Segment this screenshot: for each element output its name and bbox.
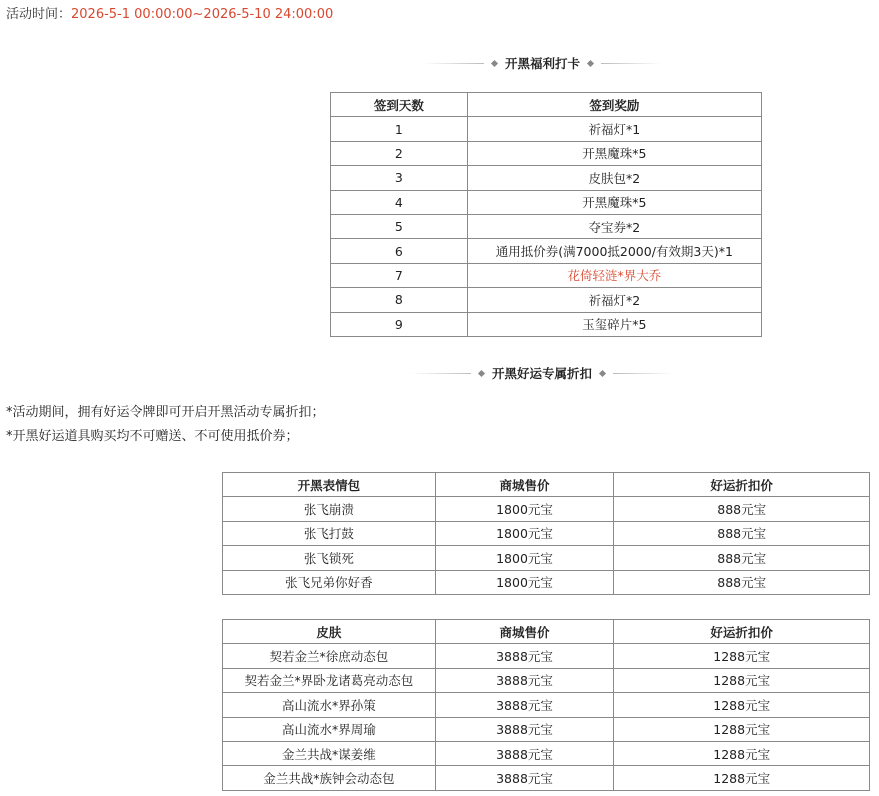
table-row bbox=[331, 263, 762, 287]
diamond-icon bbox=[491, 59, 498, 66]
section-title-checkin bbox=[424, 54, 661, 72]
table-cell: 3 bbox=[331, 166, 468, 190]
table-row bbox=[331, 190, 762, 214]
title-divider-right bbox=[601, 63, 661, 64]
table-cell: 金兰共战*族钟会动态包 bbox=[223, 766, 436, 790]
table-cell: 张飞崩溃 bbox=[223, 497, 436, 521]
table-cell: 1800元宝 bbox=[435, 570, 614, 594]
table-row bbox=[223, 546, 870, 570]
table-row bbox=[223, 693, 870, 717]
column-header: 签到天数 bbox=[331, 93, 468, 117]
column-header: 商城售价 bbox=[435, 473, 614, 497]
table-cell: 开黑魔珠*5 bbox=[467, 141, 761, 165]
table-row bbox=[331, 239, 762, 263]
column-header: 开黑表情包 bbox=[223, 473, 436, 497]
table-cell: 1800元宝 bbox=[435, 521, 614, 545]
table-cell: 888元宝 bbox=[614, 521, 870, 545]
section-title-discount bbox=[411, 364, 673, 382]
table-cell: 张飞打鼓 bbox=[223, 521, 436, 545]
table-row bbox=[223, 766, 870, 790]
activity-time bbox=[6, 6, 333, 24]
table-cell: 6 bbox=[331, 239, 468, 263]
table-cell: 888元宝 bbox=[614, 546, 870, 570]
table-row bbox=[331, 117, 762, 141]
table-cell: 3888元宝 bbox=[435, 766, 614, 790]
table-cell: 3888元宝 bbox=[435, 741, 614, 765]
table-cell: 金兰共战*谋姜维 bbox=[223, 741, 436, 765]
table-cell: 1 bbox=[331, 117, 468, 141]
table-row bbox=[223, 644, 870, 668]
diamond-icon bbox=[599, 369, 606, 376]
column-header: 商城售价 bbox=[435, 620, 614, 644]
table-header-row bbox=[331, 93, 762, 117]
emote-discount-table bbox=[222, 472, 870, 595]
table-cell: 皮肤包*2 bbox=[467, 166, 761, 190]
table-row bbox=[331, 288, 762, 312]
table-cell: 1288元宝 bbox=[614, 741, 870, 765]
diamond-icon bbox=[478, 369, 485, 376]
table-cell: 祈福灯*2 bbox=[467, 288, 761, 312]
table-cell: 契若金兰*界卧龙诸葛亮动态包 bbox=[223, 668, 436, 692]
table-cell: 9 bbox=[331, 312, 468, 336]
table-cell: 高山流水*界周瑜 bbox=[223, 717, 436, 741]
table-row bbox=[223, 668, 870, 692]
column-header: 好运折扣价 bbox=[614, 620, 870, 644]
skin-discount-table bbox=[222, 619, 870, 791]
section-title-text: 开黑福利打卡 bbox=[505, 56, 581, 71]
table-cell: 1800元宝 bbox=[435, 546, 614, 570]
table-cell: 3888元宝 bbox=[435, 644, 614, 668]
table-header-row bbox=[223, 473, 870, 497]
table-cell: 玉玺碎片*5 bbox=[467, 312, 761, 336]
table-header-row bbox=[223, 620, 870, 644]
table-cell: 3888元宝 bbox=[435, 717, 614, 741]
discount-note-2: *开黑好运道具购买均不可赠送、不可使用抵价券； bbox=[6, 429, 299, 444]
table-cell: 张飞锁死 bbox=[223, 546, 436, 570]
table-cell: 3888元宝 bbox=[435, 693, 614, 717]
table-cell: 1800元宝 bbox=[435, 497, 614, 521]
column-header: 签到奖励 bbox=[467, 93, 761, 117]
table-cell: 张飞兄弟你好香 bbox=[223, 570, 436, 594]
table-cell: 高山流水*界孙策 bbox=[223, 693, 436, 717]
table-cell: 4 bbox=[331, 190, 468, 214]
table-cell: 888元宝 bbox=[614, 570, 870, 594]
table-cell: 1288元宝 bbox=[614, 693, 870, 717]
title-divider-left bbox=[411, 373, 471, 374]
discount-note-1: *活动期间，拥有好运令牌即可开启开黑活动专属折扣； bbox=[6, 405, 325, 420]
table-row bbox=[331, 214, 762, 238]
table-row bbox=[223, 521, 870, 545]
table-row bbox=[223, 497, 870, 521]
title-divider-left bbox=[424, 63, 484, 64]
table-row bbox=[223, 741, 870, 765]
column-header: 好运折扣价 bbox=[614, 473, 870, 497]
table-cell: 3888元宝 bbox=[435, 668, 614, 692]
table-cell: 1288元宝 bbox=[614, 766, 870, 790]
table-row bbox=[223, 717, 870, 741]
table-cell: 5 bbox=[331, 214, 468, 238]
title-divider-right bbox=[613, 373, 673, 374]
table-row bbox=[331, 312, 762, 336]
table-cell: 夺宝券*2 bbox=[467, 214, 761, 238]
diamond-icon bbox=[587, 59, 594, 66]
table-row bbox=[331, 141, 762, 165]
table-cell: 花倚轻涟*界大乔 bbox=[467, 263, 761, 287]
table-cell: 通用抵价券(满7000抵2000/有效期3天)*1 bbox=[467, 239, 761, 263]
table-cell: 888元宝 bbox=[614, 497, 870, 521]
table-cell: 1288元宝 bbox=[614, 717, 870, 741]
table-cell: 1288元宝 bbox=[614, 668, 870, 692]
activity-time-value: 2026-5-1 00:00:00~2026-5-10 24:00:00 bbox=[71, 7, 334, 22]
activity-time-label: 活动时间： bbox=[6, 7, 72, 22]
table-cell: 8 bbox=[331, 288, 468, 312]
checkin-reward-table bbox=[330, 92, 762, 337]
table-cell: 契若金兰*徐庶动态包 bbox=[223, 644, 436, 668]
table-cell: 2 bbox=[331, 141, 468, 165]
column-header: 皮肤 bbox=[223, 620, 436, 644]
section-title-text: 开黑好运专属折扣 bbox=[492, 366, 593, 381]
table-cell: 7 bbox=[331, 263, 468, 287]
table-row bbox=[223, 570, 870, 594]
table-cell: 1288元宝 bbox=[614, 644, 870, 668]
table-row bbox=[331, 166, 762, 190]
table-cell: 祈福灯*1 bbox=[467, 117, 761, 141]
table-cell: 开黑魔珠*5 bbox=[467, 190, 761, 214]
